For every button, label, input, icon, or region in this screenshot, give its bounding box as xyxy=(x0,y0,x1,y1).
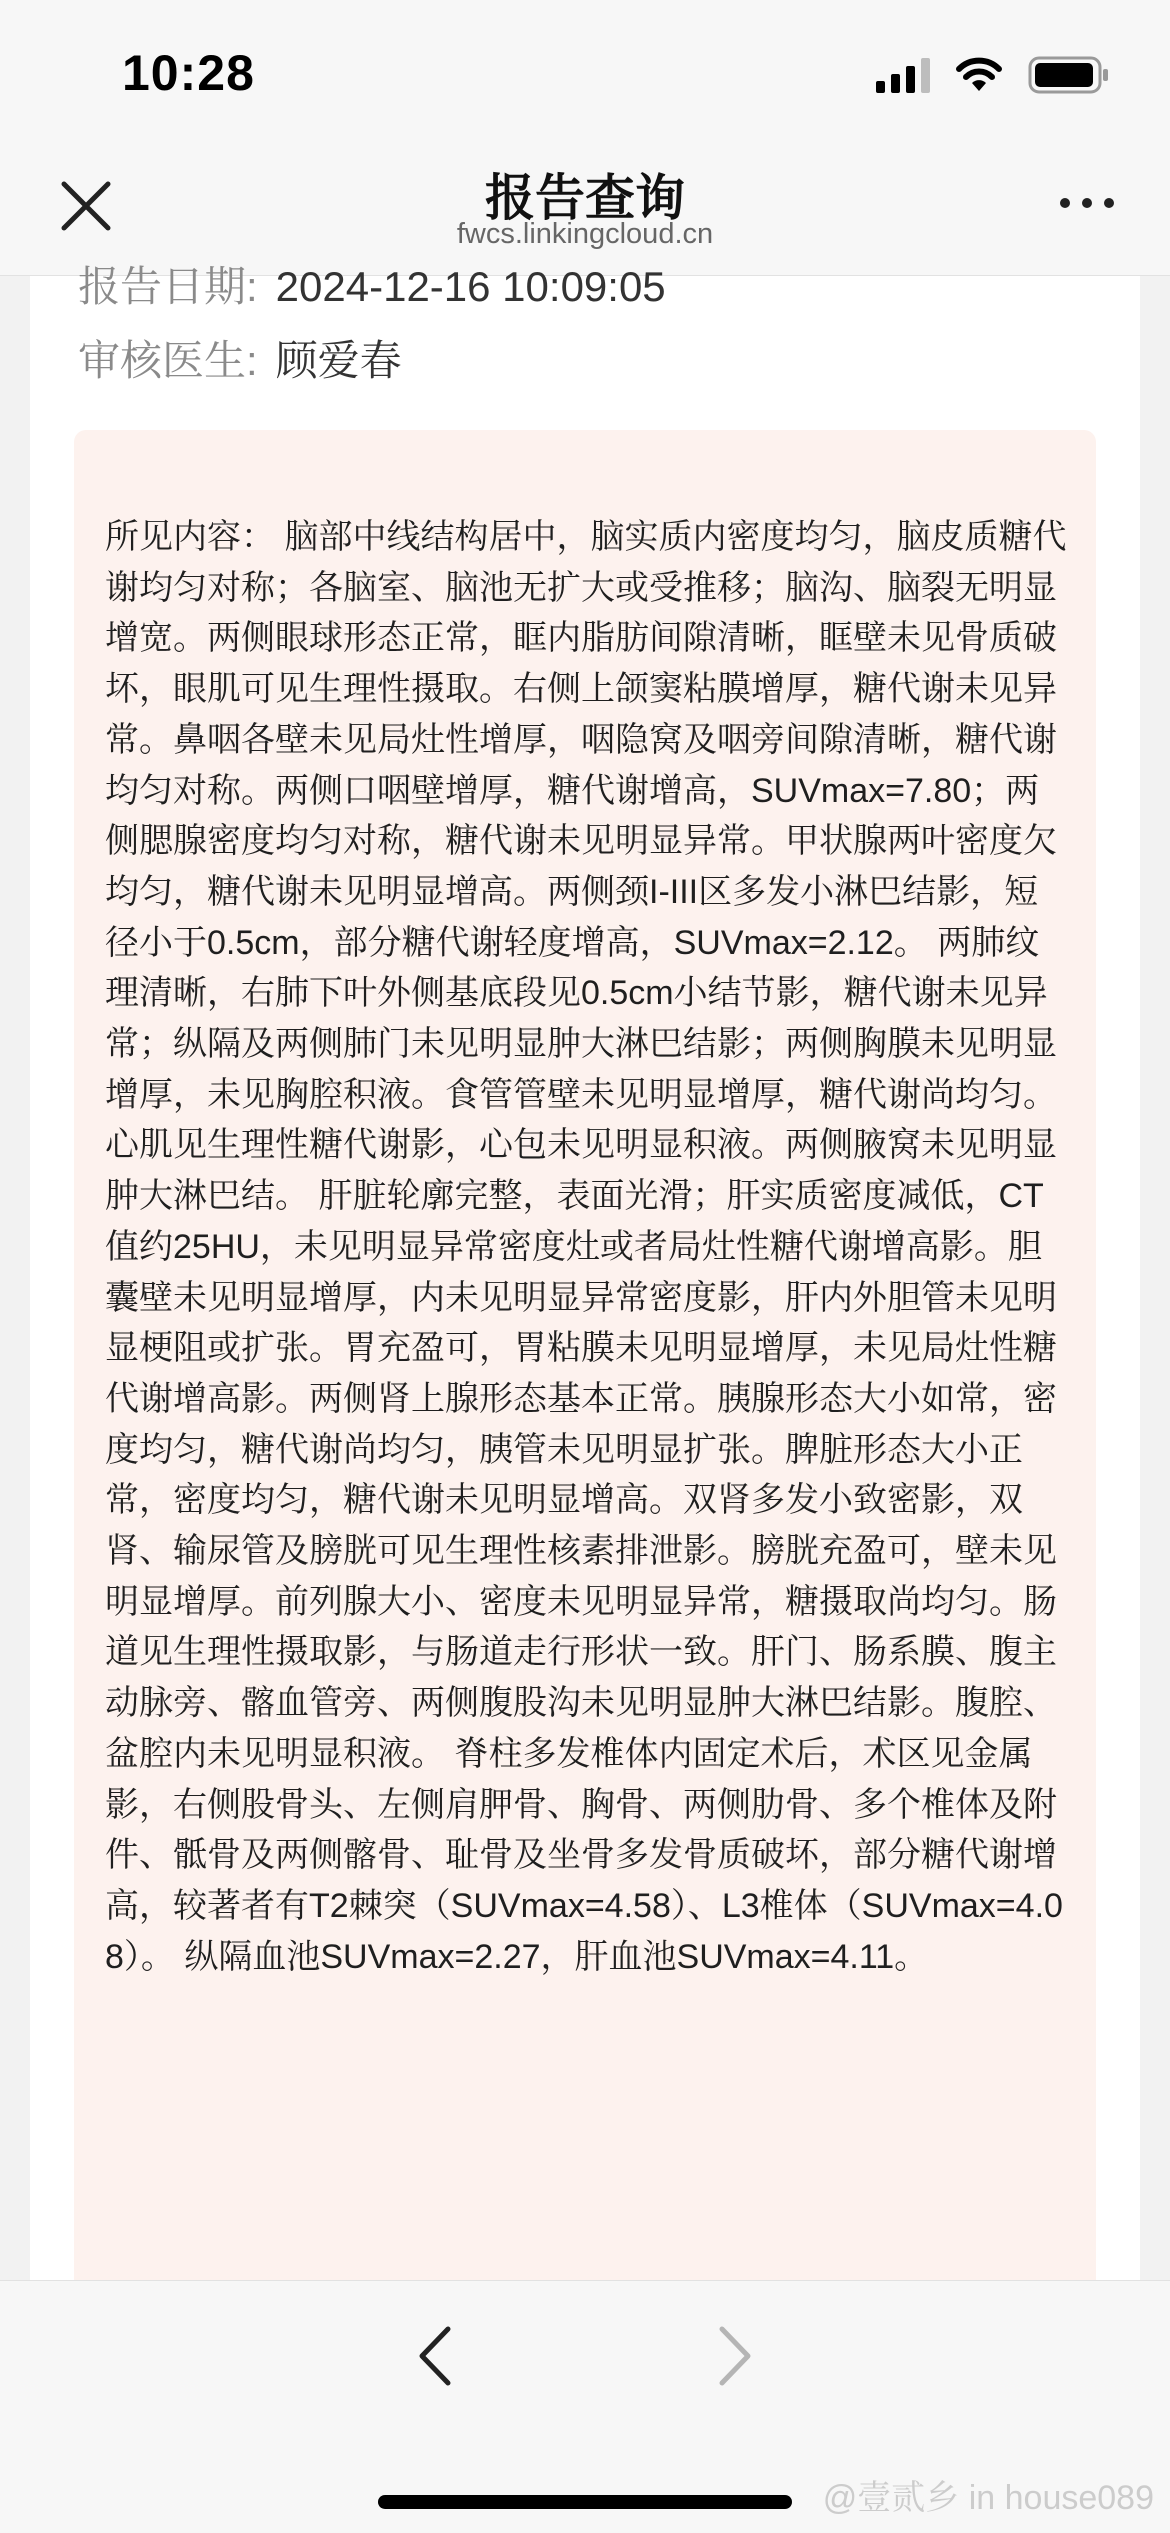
more-options-button[interactable] xyxy=(1060,198,1114,208)
page-url: fwcs.linkingcloud.cn xyxy=(456,218,714,250)
wifi-icon xyxy=(956,57,1002,93)
back-button[interactable] xyxy=(410,2321,460,2391)
forward-button[interactable] xyxy=(710,2321,760,2391)
battery-icon xyxy=(1028,56,1110,94)
report-date-label: 报告日期: xyxy=(78,263,258,310)
findings-panel xyxy=(74,430,1096,2280)
chevron-right-icon xyxy=(710,2321,760,2391)
doctor-label: 审核医生: xyxy=(78,337,258,384)
watermark: @壹贰乡 in house089 xyxy=(822,2479,1154,2517)
home-indicator[interactable] xyxy=(378,2495,792,2509)
more-dots-icon xyxy=(1060,198,1070,208)
doctor-value: 顾爱春 xyxy=(275,337,402,384)
browser-toolbar xyxy=(0,2280,1170,2533)
status-time: 10:28 xyxy=(122,45,255,101)
doctor-row xyxy=(78,328,402,388)
cellular-signal-icon xyxy=(876,57,930,93)
page-title: 报告查询 xyxy=(485,170,685,226)
status-icons xyxy=(876,56,1110,94)
status-bar xyxy=(0,0,1170,150)
more-dot xyxy=(1082,198,1092,208)
report-date-value: 2024-12-16 10:09:05 xyxy=(275,263,666,310)
report-date-row xyxy=(78,254,666,314)
more-dot xyxy=(1104,198,1114,208)
chevron-left-icon xyxy=(410,2321,460,2391)
findings-text: 所见内容： 脑部中线结构居中，脑实质内密度均匀，脑皮质糖代谢均匀对称；各脑室、脑池无扩大或受推移；脑沟、脑裂无明显增宽。两侧眼球形态正常，眶内脂肪间隙清晰，眶壁未见骨质破坏，眼肌可见生理性摄取。右侧上颌窦粘膜增厚，糖代谢未见异常。鼻咽各壁未见局灶性增厚，咽隐窝及咽旁间隙清晰，糖代谢均匀对称。两侧口咽壁增厚，糖代谢增高，SUVmax=7.80；两侧腮腺密度均匀对称，糖代谢未见明显异常。甲状腺两叶密度欠均匀，糖代谢未见明显增高。两侧颈I-III区多发小淋巴结影，短径小于0.5cm，部分糖代谢轻度增高，SUVmax=2.12。 两肺纹理清晰，右肺下叶外侧基底段见0.5cm小结节影，糖代谢未见异常；纵隔及两侧肺门未见明显肿大淋巴结影；两侧胸膜未见明显增厚，未见胸腔积液。食管管壁未见明显增厚，糖代谢尚均匀。心肌见生理性糖代谢影，心包未见明显积液。两侧腋窝未见明显肿大淋巴结。 肝脏轮廓完整，表面光滑；肝实质密度减低，CT值约25HU，未见明显异常密度灶或者局灶性糖代谢增高影。胆囊壁未见明显增厚，内未见明显异常密度影，肝内外胆管未见明显梗阻或扩张。胃充盈可，胃粘膜未见明显增厚，未见局灶性糖代谢增高影。两侧肾上腺形态基本正常。胰腺形态大小如常，密度均匀，糖代谢尚均匀，胰管未见明显扩张。脾脏形态大小正常，密度均匀，糖代谢未见明显增高。双肾多发小致密影，双肾、输尿管及膀胱可见生理性核素排泄影。膀胱充盈可，壁未见明显增厚。前列腺大小、密度未见明显异常，糖摄取尚均匀。肠道见生理性摄取影，与肠道走行形状一致。肝门、肠系膜、腹主动脉旁、髂血管旁、两侧腹股沟未见明显肿大淋巴结影。腹腔、盆腔内未见明显积液。 脊柱多发椎体内固定术后，术区见金属影，右侧股骨头、左侧肩胛骨、胸骨、两侧肋骨、多个椎体及附件、骶骨及两侧髂骨、耻骨及坐骨多发骨质破坏，部分糖代谢增高，较著者有T2棘突（SUVmax=4.58）、L3椎体（SUVmax=4.08）。 纵隔血池SUVmax=2.27，肝血池SUVmax=4.11。 xyxy=(105,518,1067,1976)
